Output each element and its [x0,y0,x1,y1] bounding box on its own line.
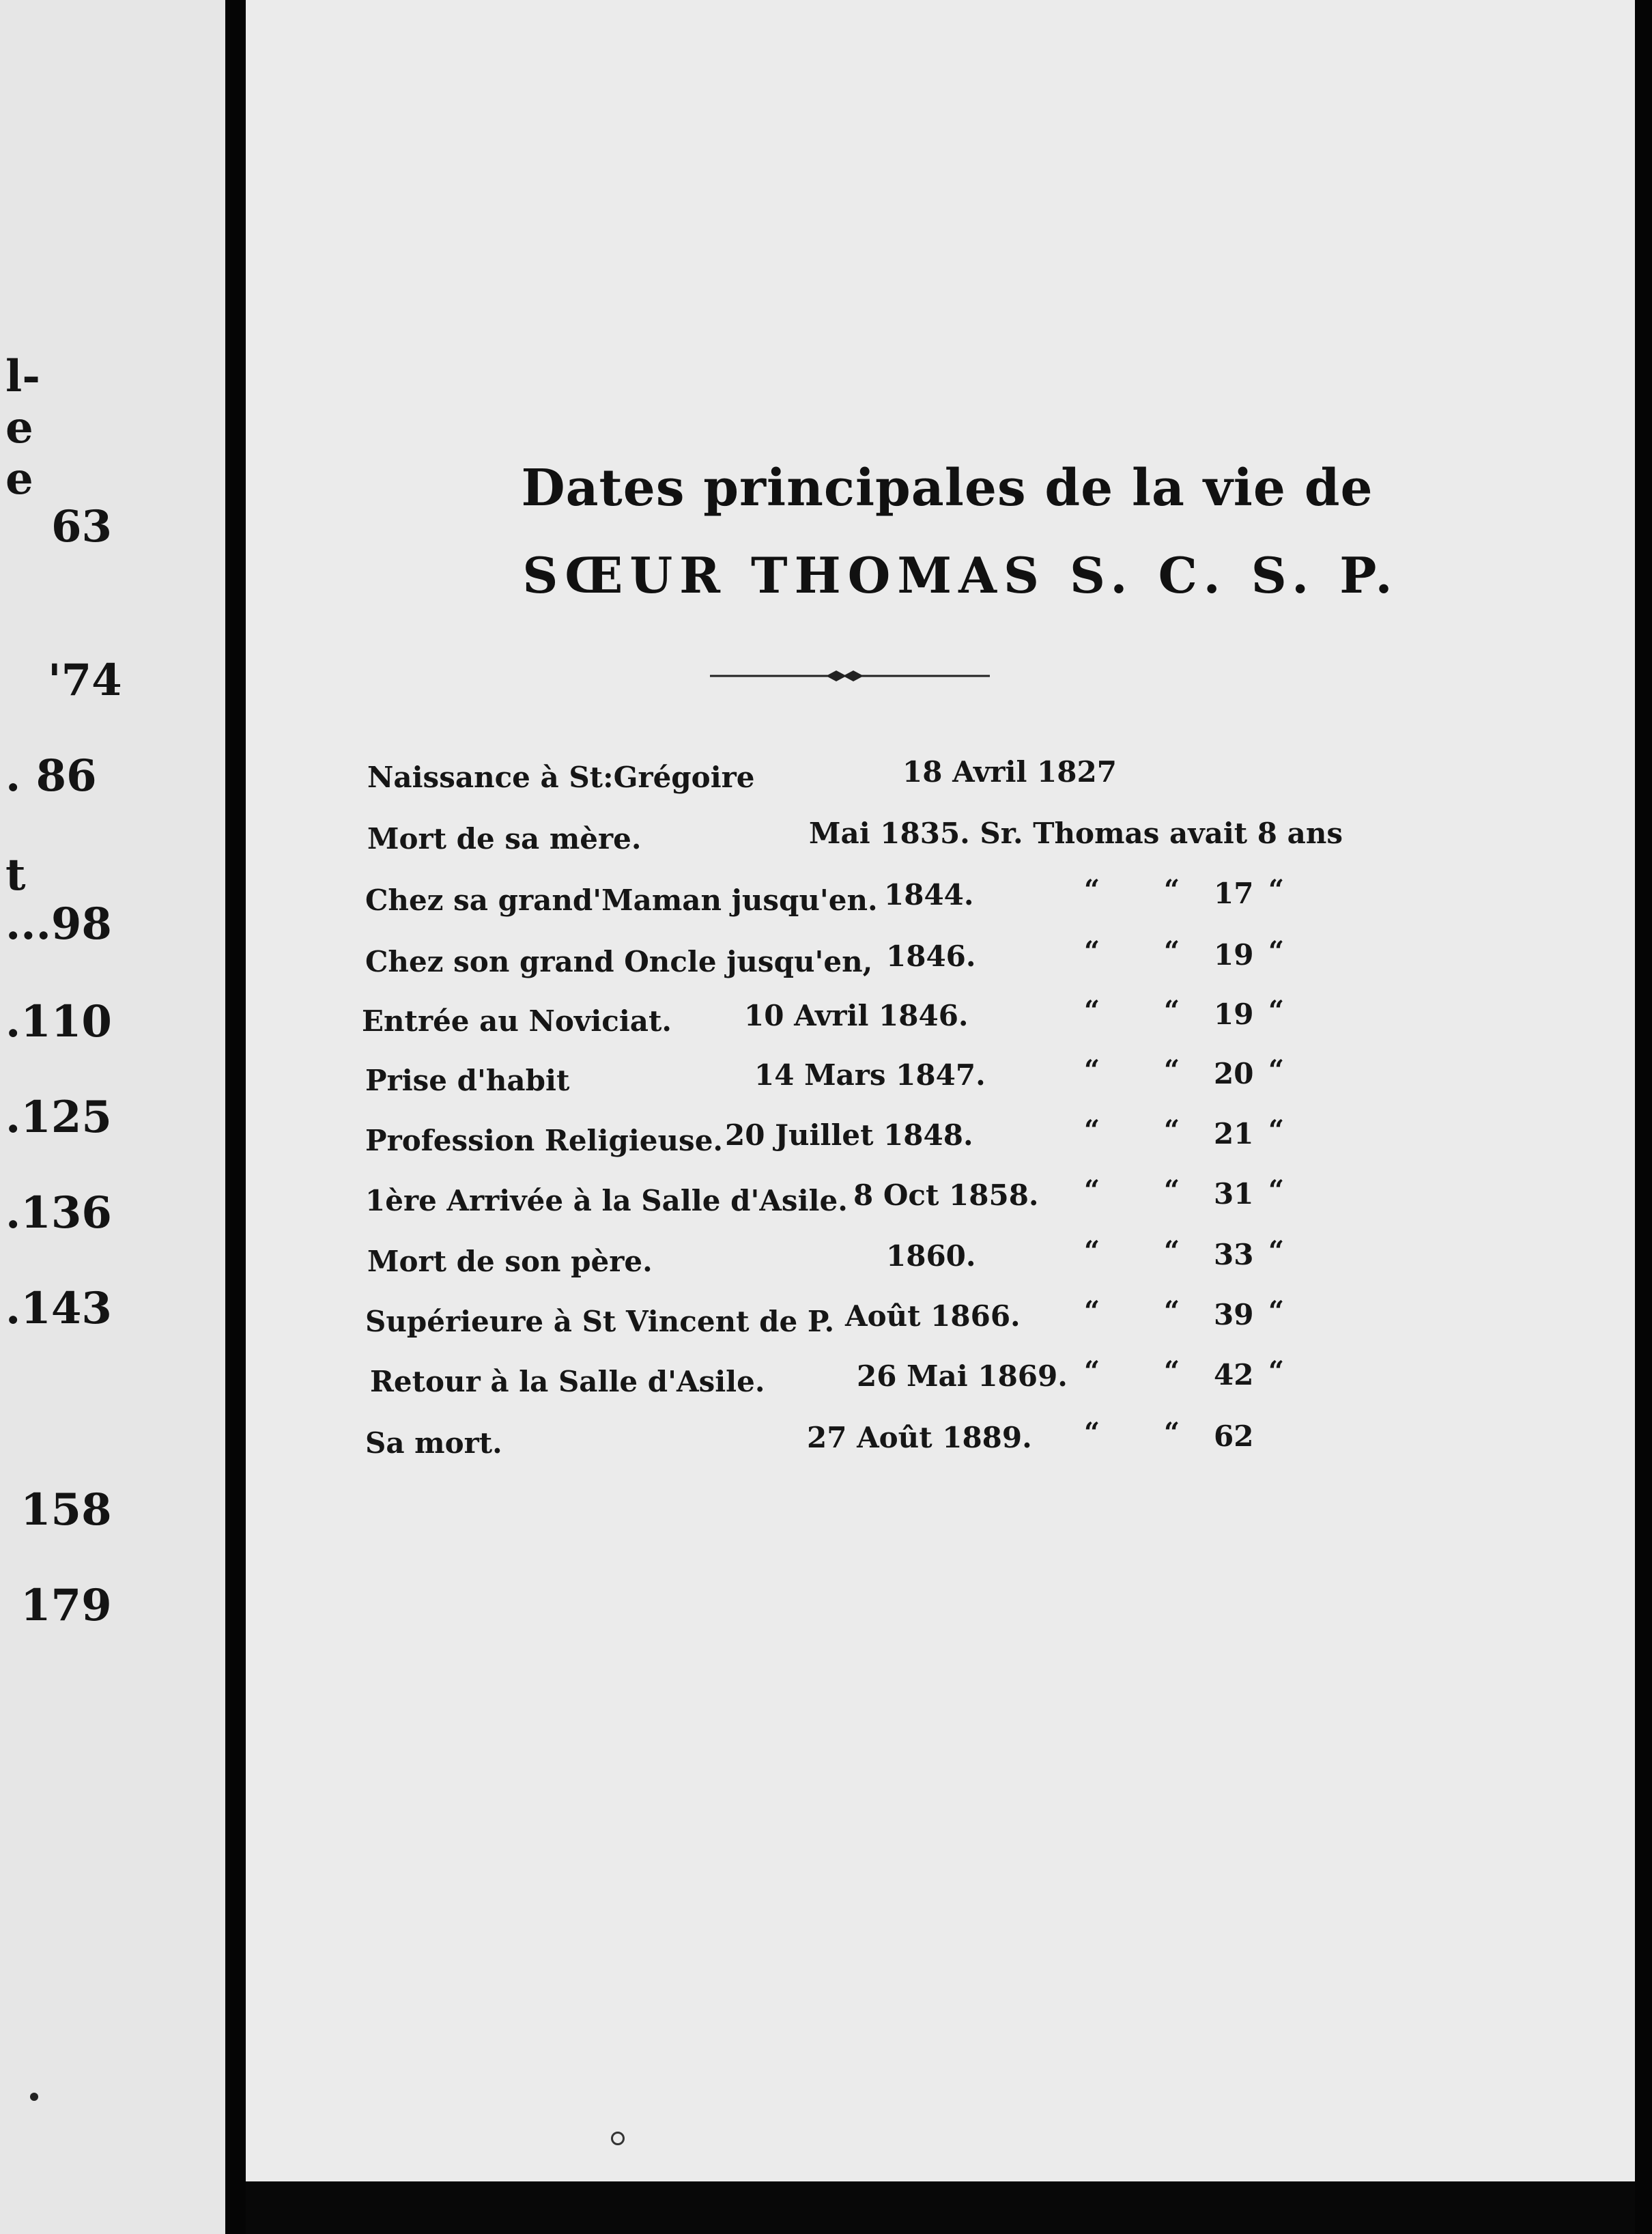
timeline-date: Août 1866. [845,1299,1021,1333]
ditto-mark: “ [1164,1417,1180,1449]
timeline-date: 1846. [886,939,976,973]
page-subtitle: SŒUR THOMAS S. C. S. P. [522,546,1399,604]
ditto-mark: “ [1084,1054,1100,1086]
timeline-date: 14 Mars 1847. [754,1058,986,1092]
ditto-mark: “ [1084,1174,1100,1206]
ditto-mark: “ [1164,1295,1180,1327]
ditto-mark: “ [1084,995,1100,1027]
ditto-mark: “ [1164,935,1180,967]
timeline-date: 26 Mai 1869. [857,1359,1068,1393]
timeline-age: 39 [1214,1298,1254,1331]
ditto-mark: “ [1268,1355,1285,1387]
timeline-event: Chez sa grand'Maman jusqu'en. [365,883,878,917]
timeline-event: 1ère Arrivée à la Salle d'Asile. [365,1184,848,1217]
timeline-age: 19 [1214,998,1254,1031]
ditto-mark: “ [1084,935,1100,967]
timeline-date: 20 Juillet 1848. [725,1118,973,1152]
timeline-event: Entrée au Noviciat. [362,1004,672,1038]
bottom-page-edge [246,2181,1635,2234]
previous-page-fragment: e [5,453,33,505]
ditto-mark: “ [1164,1355,1180,1387]
previous-page-fragment: l- [5,351,40,402]
timeline-event: Sa mort. [365,1426,502,1460]
timeline-age: 42 [1214,1358,1254,1391]
timeline-event: Supérieure à St Vincent de P. [365,1305,835,1338]
timeline-age: 62 [1214,1419,1254,1453]
ditto-mark: “ [1268,935,1285,967]
timeline-date: 8 Oct 1858. [853,1178,1039,1212]
previous-page-fragment: t [5,849,26,901]
previous-page-fragment: 179 [20,1580,112,1631]
ditto-mark: “ [1084,1295,1100,1327]
ditto-mark: “ [1084,1417,1100,1449]
timeline-event: Retour à la Salle d'Asile. [370,1365,765,1398]
ditto-mark: “ [1268,1235,1285,1267]
right-page-edge [1635,0,1652,2234]
page-title: Dates principales de la vie de [521,459,1373,518]
timeline-date: 1844. [884,878,974,911]
ditto-mark: “ [1164,995,1180,1027]
ditto-mark: “ [1268,1295,1285,1327]
previous-page-fragment: e [5,402,33,453]
ditto-mark: “ [1268,1054,1285,1086]
timeline-age: 20 [1214,1057,1254,1090]
timeline-date: 1860. [886,1239,976,1273]
timeline-age: 19 [1214,938,1254,972]
timeline-date: 18 Avril 1827 [902,755,1117,789]
ditto-mark: “ [1268,1174,1285,1206]
ditto-mark: “ [1164,1114,1180,1146]
previous-page-fragment: . 86 [5,750,97,802]
previous-page-fragment: .125 [5,1092,112,1143]
ditto-mark: “ [1084,874,1100,906]
previous-page-fragment: 63 [51,501,113,552]
timeline-date: Mai 1835. Sr. Thomas avait 8 ans [809,817,1343,850]
page-mark [611,2132,625,2145]
timeline-age: 17 [1214,877,1254,910]
timeline-age: 21 [1214,1117,1254,1150]
timeline-event: Mort de son père. [367,1245,653,1278]
ditto-mark: “ [1164,1054,1180,1086]
timeline-age: 33 [1214,1238,1254,1271]
timeline-date: 27 Août 1889. [807,1421,1032,1454]
ditto-mark: “ [1164,1174,1180,1206]
timeline-event: Naissance à St:Grégoire [367,761,755,794]
ditto-mark: “ [1268,874,1285,906]
previous-page-strip [0,0,225,2234]
divider-ornament [710,666,990,686]
timeline-event: Prise d'habit [365,1064,570,1097]
previous-page-fragment: ...98 [5,899,112,950]
timeline-date: 10 Avril 1846. [744,999,969,1032]
timeline-event: Profession Religieuse. [365,1124,724,1157]
previous-page-fragment: .143 [5,1283,112,1334]
ditto-mark: “ [1268,1114,1285,1146]
previous-page-fragment: '74 [48,655,122,706]
ditto-mark: “ [1164,1235,1180,1267]
timeline-age: 31 [1214,1177,1254,1211]
ditto-mark: “ [1268,995,1285,1027]
document-page [246,0,1635,2181]
ditto-mark: “ [1164,874,1180,906]
previous-page-fragment: .110 [5,996,112,1047]
timeline-event: Chez son grand Oncle jusqu'en, [365,945,873,978]
ditto-mark: “ [1084,1235,1100,1267]
binding-gutter [225,0,246,2234]
previous-page-fragment: 158 [20,1484,112,1536]
timeline-event: Mort de sa mère. [367,822,642,856]
ditto-mark: “ [1084,1114,1100,1146]
margin-dot [30,2093,38,2101]
previous-page-fragment: .136 [5,1187,112,1239]
ditto-mark: “ [1084,1355,1100,1387]
